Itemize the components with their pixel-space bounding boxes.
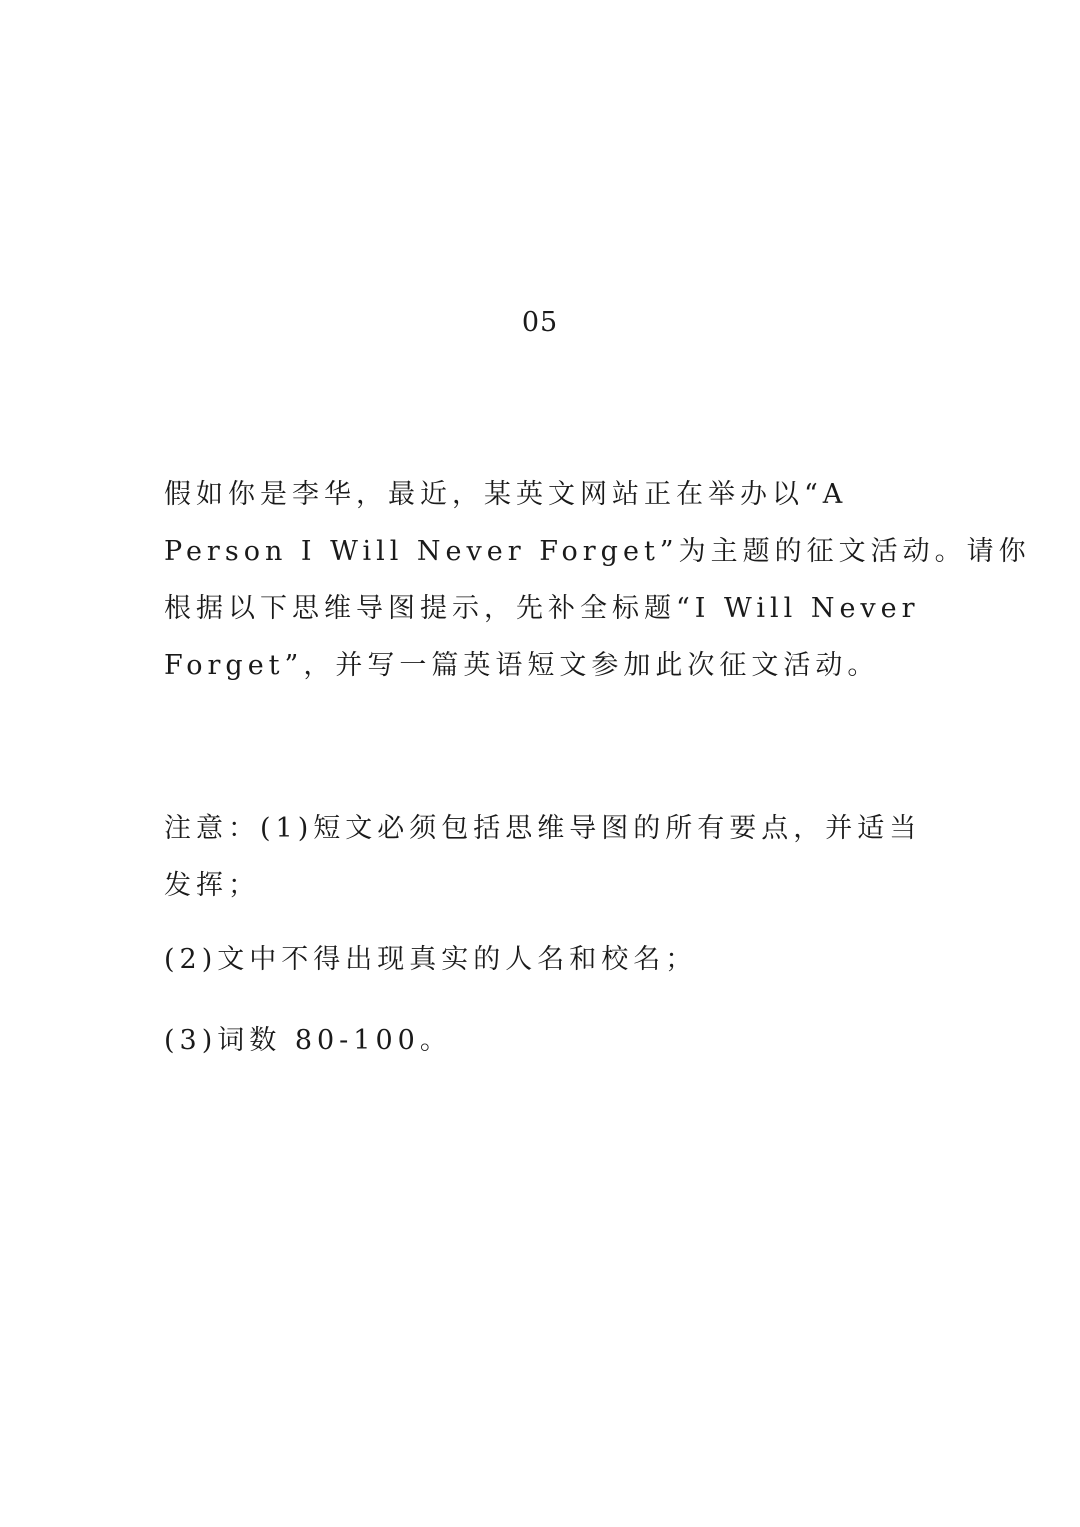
note-line: 发挥； bbox=[164, 870, 260, 901]
prompt-line: Forget”，并写一篇英语短文参加此次征文活动。 bbox=[164, 650, 880, 681]
note-item-1 bbox=[164, 800, 922, 914]
note-item-3: (3)词数 80-100。 bbox=[164, 1025, 452, 1056]
prompt-line: Person I Will Never Forget”为主题的征文活动。请你 bbox=[164, 536, 1031, 567]
prompt-line: 根据以下思维导图提示，先补全标题“I Will Never bbox=[164, 593, 920, 624]
note-line: 注意：(1)短文必须包括思维导图的所有要点，并适当 bbox=[164, 813, 922, 844]
prompt-line: 假如你是李华，最近，某英文网站正在举办以“A bbox=[164, 479, 848, 510]
page-number: 05 bbox=[521, 307, 559, 338]
note-item-2: (2)文中不得出现真实的人名和校名； bbox=[164, 944, 698, 975]
writing-prompt bbox=[164, 466, 1031, 694]
